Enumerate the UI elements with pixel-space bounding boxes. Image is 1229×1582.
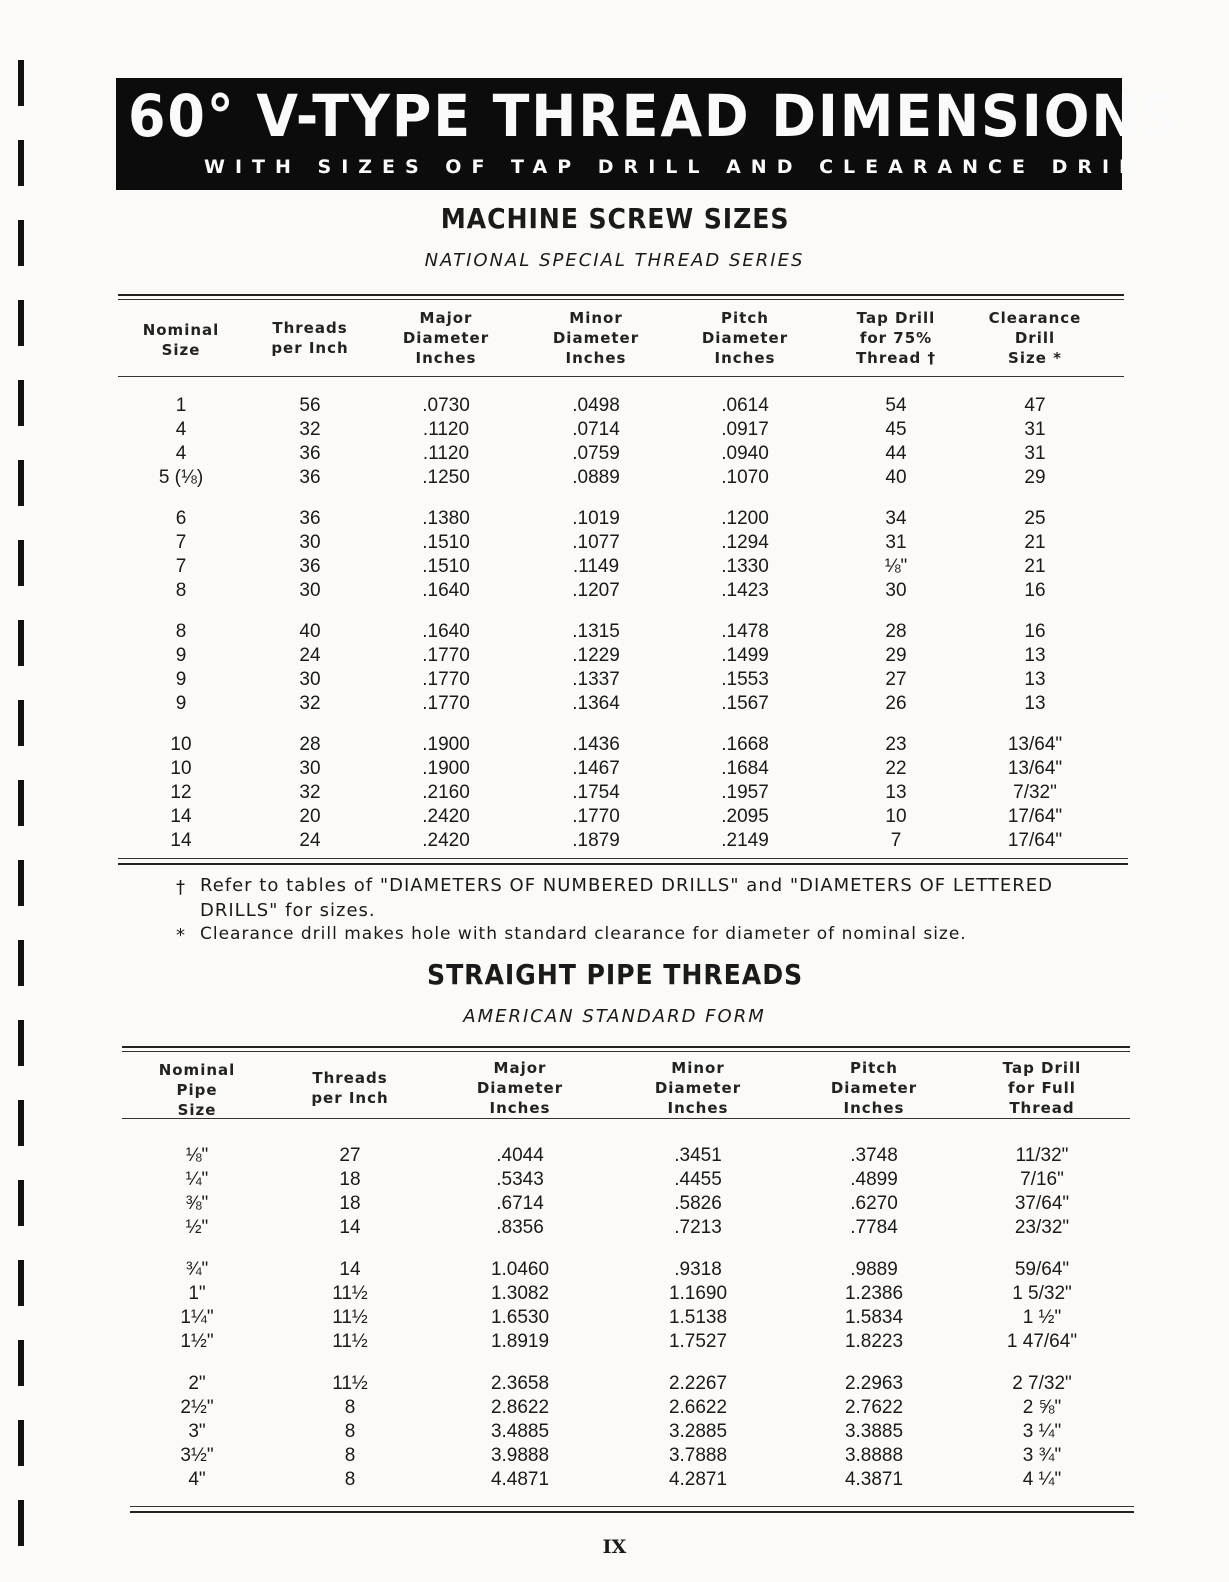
machine-cell: 54: [885, 395, 907, 416]
machine-header-3: Minor Diameter Inches: [552, 309, 640, 367]
machine-cell: .1120: [422, 419, 470, 440]
pipe-cell: 4.2871: [668, 1469, 728, 1490]
pipe-cell: ¾": [185, 1259, 209, 1280]
dagger-note-line2: DRILLS" for sizes.: [200, 900, 376, 921]
machine-cell: 27: [885, 669, 907, 690]
machine-cell: .1229: [572, 645, 620, 666]
pipe-cell: ⅛": [185, 1145, 209, 1166]
machine-cell: .2149: [721, 830, 769, 851]
machine-cell: 16: [1024, 580, 1046, 601]
machine-cell: .1149: [572, 556, 620, 577]
pipe-cell: .5343: [496, 1169, 544, 1190]
banner-title: 60° V-TYPE THREAD DIMENSIONS: [128, 82, 1180, 150]
machine-cell: 10: [885, 806, 907, 827]
machine-cell: 10: [170, 734, 192, 755]
machine-cell: .0498: [572, 395, 620, 416]
machine-cell: 7/32": [1013, 782, 1057, 803]
machine-cell: 7: [890, 830, 902, 851]
machine-cell: 28: [885, 621, 907, 642]
machine-cell: .1668: [721, 734, 769, 755]
machine-screw-subtitle: NATIONAL SPECIAL THREAD SERIES: [424, 250, 805, 271]
pipe-cell: 3 ¾": [1022, 1445, 1062, 1466]
pipe-cell: 1.2386: [844, 1283, 904, 1304]
machine-cell: .0714: [572, 419, 620, 440]
machine-cell: .1019: [572, 508, 620, 529]
machine-cell: 31: [1024, 419, 1046, 440]
pipe-cell: 1¼": [180, 1307, 214, 1328]
pipe-cell: 2 7/32": [1012, 1373, 1072, 1394]
machine-bottom-rule-thin: [118, 858, 1128, 859]
pipe-cell: .9318: [674, 1259, 722, 1280]
machine-cell: .1330: [721, 556, 769, 577]
pipe-cell: 1.5834: [844, 1307, 904, 1328]
pipe-cell: .7213: [674, 1217, 722, 1238]
pipe-cell: 1 ½": [1022, 1307, 1062, 1328]
pipe-cell: 1": [188, 1283, 206, 1304]
machine-cell: .1120: [422, 443, 470, 464]
machine-cell: 30: [299, 669, 321, 690]
pipe-header-4: Pitch Diameter Inches: [830, 1059, 918, 1117]
machine-cell: 30: [299, 758, 321, 779]
page-number: IX: [602, 1536, 627, 1558]
machine-cell: 14: [170, 806, 192, 827]
pipe-cell: 2.2267: [668, 1373, 728, 1394]
machine-cell: .1957: [721, 782, 769, 803]
pipe-cell: 1.8919: [490, 1331, 550, 1352]
pipe-cell: .9889: [850, 1259, 898, 1280]
pipe-cell: .4044: [496, 1145, 544, 1166]
pipe-threads-title: STRAIGHT PIPE THREADS: [427, 958, 804, 991]
pipe-cell: 11/32": [1015, 1145, 1069, 1166]
pipe-cell: 1.1690: [668, 1283, 728, 1304]
machine-cell: 56: [299, 395, 321, 416]
machine-cell: .1879: [572, 830, 620, 851]
dagger-note-line1: Refer to tables of "DIAMETERS OF NUMBERED DRILLS" and "DIAMETERS OF LETTERED: [200, 875, 1054, 896]
machine-cell: .1337: [572, 669, 620, 690]
pipe-top-rule: [122, 1046, 1130, 1048]
binding-marks: [18, 60, 24, 1560]
pipe-bottom-rule-thin: [130, 1506, 1134, 1507]
machine-cell: 29: [885, 645, 907, 666]
pipe-threads-subtitle: AMERICAN STANDARD FORM: [463, 1006, 766, 1027]
machine-cell: 6: [175, 508, 187, 529]
machine-cell: 13: [1024, 693, 1046, 714]
pipe-cell: 2.2963: [844, 1373, 904, 1394]
machine-cell: .1770: [422, 669, 470, 690]
pipe-cell: 2.8622: [490, 1397, 550, 1418]
machine-cell: 14: [170, 830, 192, 851]
machine-cell: 30: [299, 580, 321, 601]
pipe-cell: 3.2885: [668, 1421, 728, 1442]
machine-cell: .2420: [422, 830, 470, 851]
pipe-cell: 14: [339, 1259, 361, 1280]
pipe-cell: ⅜": [185, 1193, 209, 1214]
machine-cell: 25: [1024, 508, 1046, 529]
machine-cell: 8: [175, 580, 187, 601]
pipe-cell: 3.4885: [490, 1421, 550, 1442]
pipe-cell: 1.5138: [668, 1307, 728, 1328]
machine-cell: .1499: [721, 645, 769, 666]
pipe-cell: .5826: [674, 1193, 722, 1214]
machine-cell: .0917: [721, 419, 769, 440]
machine-cell: 13: [1024, 645, 1046, 666]
machine-cell: 30: [885, 580, 907, 601]
machine-cell: 24: [299, 830, 321, 851]
pipe-cell: 3½": [180, 1445, 214, 1466]
machine-cell: .2160: [422, 782, 470, 803]
pipe-cell: .3748: [850, 1145, 898, 1166]
pipe-cell: .8356: [496, 1217, 544, 1238]
machine-cell: .1478: [721, 621, 769, 642]
machine-cell: 32: [299, 419, 321, 440]
pipe-cell: 3.9888: [490, 1445, 550, 1466]
pipe-cell: 8: [344, 1397, 356, 1418]
machine-cell: 28: [299, 734, 321, 755]
pipe-header-1: Threads per Inch: [311, 1069, 389, 1107]
pipe-cell: 4.4871: [490, 1469, 550, 1490]
machine-cell: .1315: [572, 621, 620, 642]
pipe-cell: 2 ⅝": [1022, 1397, 1062, 1418]
machine-screw-title: MACHINE SCREW SIZES: [440, 202, 790, 235]
pipe-cell: 3.8888: [844, 1445, 904, 1466]
machine-cell: .1770: [422, 693, 470, 714]
pipe-cell: 11½: [332, 1373, 368, 1394]
pipe-cell: 11½: [332, 1307, 368, 1328]
dagger-symbol: †: [176, 877, 186, 898]
pipe-cell: 8: [344, 1445, 356, 1466]
pipe-cell: 1.7527: [668, 1331, 728, 1352]
pipe-cell: 1 5/32": [1012, 1283, 1072, 1304]
machine-cell: .1684: [721, 758, 769, 779]
machine-cell: .1770: [572, 806, 620, 827]
pipe-cell: .7784: [850, 1217, 898, 1238]
pipe-cell: 1.8223: [844, 1331, 904, 1352]
pipe-top-rule-thin: [122, 1051, 1130, 1052]
machine-cell: .0889: [572, 467, 620, 488]
pipe-cell: 3 ¼": [1022, 1421, 1062, 1442]
pipe-cell: 1.6530: [490, 1307, 550, 1328]
machine-cell: .1640: [422, 580, 470, 601]
machine-cell: .0730: [422, 395, 470, 416]
pipe-cell: 18: [339, 1193, 361, 1214]
machine-cell: 29: [1024, 467, 1046, 488]
machine-header-0: Nominal Size: [142, 321, 220, 359]
machine-cell: .1640: [422, 621, 470, 642]
machine-cell: .2420: [422, 806, 470, 827]
machine-cell: 7: [175, 556, 187, 577]
pipe-cell: 2½": [180, 1397, 214, 1418]
machine-cell: 13: [885, 782, 907, 803]
machine-cell: .1770: [422, 645, 470, 666]
machine-cell: .1070: [721, 467, 769, 488]
pipe-cell: .6714: [496, 1193, 544, 1214]
machine-cell: .0940: [721, 443, 769, 464]
machine-cell: .1423: [721, 580, 769, 601]
pipe-header-rule: [122, 1118, 1130, 1119]
pipe-cell: 8: [344, 1469, 356, 1490]
pipe-header-5: Tap Drill for Full Thread: [1002, 1059, 1082, 1117]
pipe-cell: 3.3885: [844, 1421, 904, 1442]
pipe-cell: 11½: [332, 1331, 368, 1352]
machine-cell: .1467: [572, 758, 620, 779]
machine-cell: 23: [885, 734, 907, 755]
machine-cell: 13/64": [1007, 734, 1063, 755]
machine-cell: 26: [885, 693, 907, 714]
machine-cell: .1436: [572, 734, 620, 755]
pipe-cell: 1 47/64": [1006, 1331, 1078, 1352]
pipe-cell: 14: [339, 1217, 361, 1238]
machine-cell: .0614: [721, 395, 769, 416]
pipe-cell: ¼": [185, 1169, 209, 1190]
machine-cell: 44: [885, 443, 907, 464]
machine-cell: 45: [885, 419, 907, 440]
machine-cell: 4: [175, 419, 187, 440]
pipe-cell: 2": [188, 1373, 206, 1394]
machine-cell: 12: [170, 782, 192, 803]
pipe-cell: 2.3658: [490, 1373, 550, 1394]
pipe-cell: 59/64": [1014, 1259, 1070, 1280]
pipe-cell: 27: [339, 1145, 361, 1166]
machine-cell: 7: [175, 532, 187, 553]
banner-subtitle: WITH SIZES OF TAP DRILL AND CLEARANCE DRILL: [204, 156, 1164, 178]
pipe-cell: .4455: [674, 1169, 722, 1190]
machine-cell: 13/64": [1007, 758, 1063, 779]
machine-header-4: Pitch Diameter Inches: [701, 309, 789, 367]
machine-cell: .1380: [422, 508, 470, 529]
pipe-cell: 4 ¼": [1022, 1469, 1062, 1490]
pipe-cell: 8: [344, 1421, 356, 1442]
machine-bottom-rule: [118, 863, 1128, 865]
machine-cell: 22: [885, 758, 907, 779]
machine-cell: .1510: [422, 556, 470, 577]
machine-cell: 36: [299, 556, 321, 577]
machine-header-1: Threads per Inch: [271, 319, 349, 357]
pipe-cell: .3451: [674, 1145, 722, 1166]
machine-cell: 31: [1024, 443, 1046, 464]
machine-cell: 40: [299, 621, 321, 642]
machine-cell: 21: [1024, 532, 1046, 553]
machine-cell: .1754: [572, 782, 620, 803]
machine-header-2: Major Diameter Inches: [402, 309, 490, 367]
machine-cell: 1: [175, 395, 187, 416]
pipe-cell: 4.3871: [844, 1469, 904, 1490]
star-symbol: *: [176, 925, 186, 946]
machine-cell: 47: [1024, 395, 1046, 416]
machine-cell: 36: [299, 508, 321, 529]
machine-cell: .1077: [572, 532, 620, 553]
machine-top-rule: [118, 294, 1124, 296]
machine-cell: 32: [299, 782, 321, 803]
pipe-cell: 3.7888: [668, 1445, 728, 1466]
machine-cell: 17/64": [1007, 830, 1063, 851]
machine-cell: 9: [175, 645, 187, 666]
machine-cell: .1364: [572, 693, 620, 714]
pipe-cell: 18: [339, 1169, 361, 1190]
machine-cell: .1207: [572, 580, 620, 601]
pipe-cell: ½": [185, 1217, 209, 1238]
pipe-cell: 37/64": [1014, 1193, 1070, 1214]
machine-cell: 40: [885, 467, 907, 488]
machine-cell: 36: [299, 443, 321, 464]
machine-cell: 10: [170, 758, 192, 779]
title-banner: [116, 78, 1180, 190]
machine-cell: 9: [175, 669, 187, 690]
machine-cell: 21: [1024, 556, 1046, 577]
machine-header-rule: [118, 376, 1124, 377]
machine-cell: 16: [1024, 621, 1046, 642]
pipe-header-0: Nominal Pipe Size: [158, 1061, 236, 1119]
machine-cell: 8: [175, 621, 187, 642]
star-note: Clearance drill makes hole with standard clearance for diameter of nominal size.: [200, 924, 967, 944]
machine-cell: 4: [175, 443, 187, 464]
machine-cell: 13: [1024, 669, 1046, 690]
pipe-bottom-rule: [130, 1511, 1134, 1513]
machine-cell: 20: [299, 806, 321, 827]
machine-cell: 34: [885, 508, 907, 529]
pipe-header-2: Major Diameter Inches: [476, 1059, 564, 1117]
pipe-cell: 2.6622: [668, 1397, 728, 1418]
machine-cell: 5 (⅛): [158, 467, 204, 488]
pipe-cell: 1.0460: [490, 1259, 550, 1280]
machine-cell: 9: [175, 693, 187, 714]
machine-cell: .2095: [721, 806, 769, 827]
pipe-cell: 11½: [332, 1283, 368, 1304]
machine-cell: 36: [299, 467, 321, 488]
pipe-cell: 1.3082: [490, 1283, 550, 1304]
machine-cell: 17/64": [1007, 806, 1063, 827]
machine-cell: ⅛": [884, 556, 908, 577]
machine-cell: .1510: [422, 532, 470, 553]
machine-cell: 30: [299, 532, 321, 553]
machine-cell: 31: [885, 532, 907, 553]
machine-cell: .1553: [721, 669, 769, 690]
pipe-cell: 7/16": [1020, 1169, 1064, 1190]
pipe-cell: 1½": [180, 1331, 214, 1352]
machine-cell: .1294: [721, 532, 769, 553]
machine-cell: .1567: [721, 693, 769, 714]
machine-cell: .1250: [422, 467, 470, 488]
machine-cell: 24: [299, 645, 321, 666]
machine-header-6: Clearance Drill Size *: [988, 309, 1082, 367]
pipe-cell: 4": [188, 1469, 206, 1490]
machine-cell: .1200: [721, 508, 769, 529]
pipe-header-3: Minor Diameter Inches: [654, 1059, 742, 1117]
pipe-cell: .4899: [850, 1169, 898, 1190]
pipe-cell: 2.7622: [844, 1397, 904, 1418]
machine-top-rule-thin: [118, 299, 1124, 300]
pipe-cell: .6270: [850, 1193, 898, 1214]
machine-cell: .1900: [422, 758, 470, 779]
machine-cell: .0759: [572, 443, 620, 464]
machine-header-5: Tap Drill for 75% Thread †: [855, 309, 937, 367]
pipe-cell: 23/32": [1014, 1217, 1070, 1238]
machine-cell: .1900: [422, 734, 470, 755]
machine-cell: 32: [299, 693, 321, 714]
pipe-cell: 3": [188, 1421, 206, 1442]
